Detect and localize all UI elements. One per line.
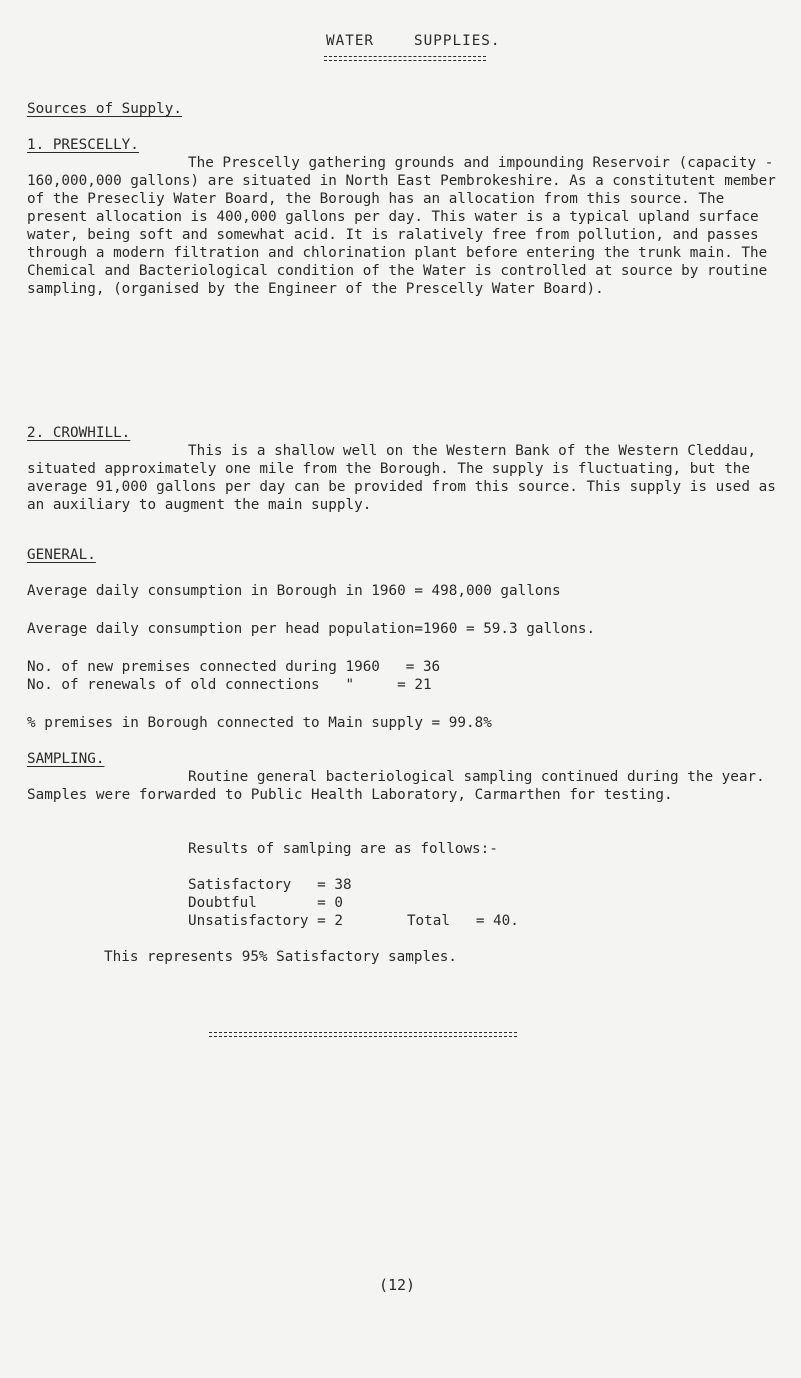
general-line-new-premises: No. of new premises connected during 1960 = 36 (27, 659, 441, 675)
closing-rule (209, 1032, 517, 1037)
general-heading: GENERAL. (27, 547, 96, 563)
result-total: Total = 40. (406, 913, 519, 929)
result-value: = 0 (317, 895, 343, 911)
result-label: Unsatisfactory (188, 913, 309, 929)
section-crowhill-body: This is a shallow well on the Western Bank of the Western Cleddau, situated approximately one mile from the Borough. The supply is fluctuating, but the average 91,000 gallons per day can be provided from this source. This supply is used as an auxiliary to augment the main supply. (27, 443, 776, 513)
page-number: (12) (378, 1276, 416, 1294)
page-title (326, 32, 501, 50)
sampling-heading: SAMPLING. (27, 751, 105, 767)
section-prescelly-body: The Prescelly gathering grounds and impounding Reservoir (capacity - 160,000,000 gallons) are situated in North East Pembrokeshire. As a constitutent member of the Presecliy Water Board, the Borough has an allocation from this source. The present allocation is 400,000 gallons per day. This water is a typical upland surface water, being soft and somewhat acid. It is ralatively free from pollution, and passes through a modern filtration and chlorination plant before entering the trunk main. The Chemical and Bacteriological condition of the Water is controlled at source by routine sampling, (organised by the Engineer of the Prescelly Water Board). (27, 155, 776, 297)
general-line-percent-connected: % premises in Borough connected to Main supply = 99.8% (27, 715, 492, 731)
result-label: Doubtful (188, 895, 309, 911)
result-row-doubtful (188, 894, 343, 912)
title-underline (324, 56, 486, 61)
section-prescelly-heading: 1. PRESCELLY. (27, 137, 139, 153)
section-prescelly-body-wrap (27, 154, 787, 298)
title-word-supplies: SUPPLIES. (414, 33, 501, 49)
section-crowhill-heading: 2. CROWHILL. (27, 425, 131, 441)
result-row-satisfactory (188, 876, 352, 894)
sources-heading: Sources of Supply. (27, 101, 182, 117)
general-line-consumption: Average daily consumption in Borough in 1960 = 498,000 gallons (27, 583, 561, 599)
title-word-water: WATER (326, 33, 375, 49)
result-value: = 2 (317, 913, 343, 929)
sampling-body-wrap (27, 768, 787, 804)
general-line-renewals: No. of renewals of old connections " = 21 (27, 677, 432, 693)
results-intro: Results of samlping are as follows:- (188, 841, 498, 857)
result-row-unsatisfactory (188, 912, 519, 930)
result-value: = 38 (317, 877, 352, 893)
general-line-per-head: Average daily consumption per head population=1960 = 59.3 gallons. (27, 621, 596, 637)
section-crowhill-body-wrap (27, 442, 787, 514)
result-label: Satisfactory (188, 877, 309, 893)
sampling-summary: This represents 95% Satisfactory samples. (104, 949, 457, 965)
sampling-body: Routine general bacteriological sampling continued during the year. Samples were forwarded to Public Health Laboratory, Carmarthen for testing. (27, 769, 765, 803)
